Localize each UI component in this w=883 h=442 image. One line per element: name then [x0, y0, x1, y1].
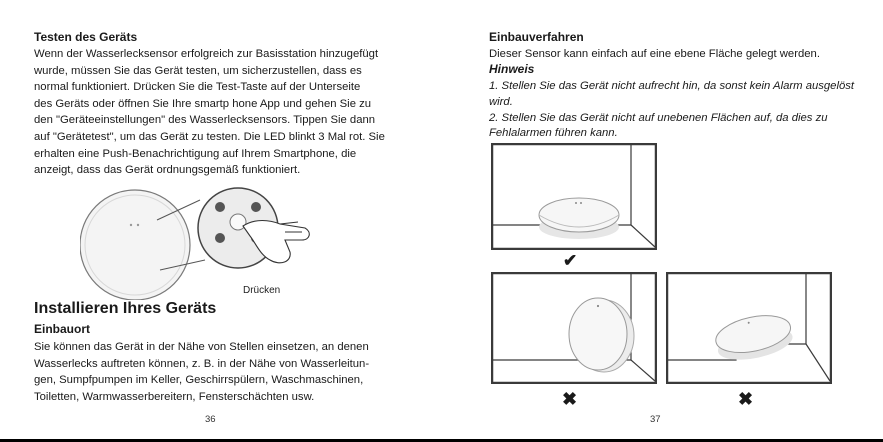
press-caption: Drücken: [243, 285, 281, 296]
page-number: 37: [650, 414, 661, 425]
text-line: Toiletten, Warmwasserbereitern, Fensterschächten usw.: [34, 390, 315, 403]
text-line: erhalten eine Push-Benachrichtigung auf Ihrem Smartphone, die: [34, 147, 357, 160]
text-line: des Geräts oder öffnen Sie Ihre smartp hone App und gehen Sie zu: [34, 97, 372, 110]
location-paragraph: [34, 339, 369, 405]
note-line: 1. Stellen Sie das Gerät nicht aufrecht hin, da sonst kein Alarm ausgelöst: [489, 80, 855, 92]
wrong-uneven-illustration: [666, 272, 832, 384]
device-test-illustration: [80, 180, 340, 300]
text-line: normal funktioniert. Drücken Sie die Test-Taste auf der Unterseite: [34, 81, 361, 94]
right-page: [442, 0, 883, 442]
installation-intro: Dieser Sensor kann einfach auf eine ebene Fläche gelegt werden.: [489, 48, 820, 60]
cross-icon: ✖: [738, 389, 754, 409]
testing-paragraph: [34, 46, 385, 179]
note-title: Hinweis: [489, 62, 535, 76]
note-line: Fehlalarmen führen kann.: [489, 127, 618, 140]
text-line: Wasserlecks auftreten können, z. B. in der Nähe von Wasserleitun-: [34, 357, 370, 370]
text-line: den "Geräteeinstellungen" des Wasserlecksensors. Tippen Sie dann: [34, 114, 376, 127]
text-line: gen, Sumpfpumpen im Keller, Geschirrspülern, Waschmaschinen,: [34, 374, 364, 387]
wrong-upright-illustration: [491, 272, 657, 384]
left-page: [0, 0, 441, 442]
sensor-device: [80, 190, 190, 300]
subsection-title-location: Einbauort: [34, 322, 90, 336]
text-line: auf "Gerätetest", um das Gerät zu testen. Die LED blinkt 3 Mal rot. Sie: [34, 130, 385, 143]
text-line: wurde, müssen Sie das Gerät testen, um sicherzustellen, dass es: [34, 64, 362, 77]
cross-icon: ✖: [562, 389, 578, 409]
note-line: wird.: [489, 95, 513, 108]
check-icon: ✔: [563, 251, 578, 270]
text-line: Sie können das Gerät in der Nähe von Stellen einsetzen, an denen: [34, 341, 369, 353]
text-line: Wenn der Wasserlecksensor erfolgreich zur Basisstation hinzugefügt: [34, 48, 379, 60]
section-title-install: Installieren Ihres Geräts: [34, 300, 217, 317]
page-number: 36: [205, 414, 216, 425]
note-list: [489, 79, 854, 142]
correct-placement-illustration: [491, 143, 657, 250]
text-line: anzeigt, dass das Gerät ordnungsgemäß funktioniert.: [34, 164, 301, 177]
section-title-installation: Einbauverfahren: [489, 30, 584, 44]
note-line: 2. Stellen Sie das Gerät nicht auf unebenen Flächen auf, da dies zu: [489, 111, 828, 124]
section-title-testing: Testen des Geräts: [34, 30, 138, 44]
